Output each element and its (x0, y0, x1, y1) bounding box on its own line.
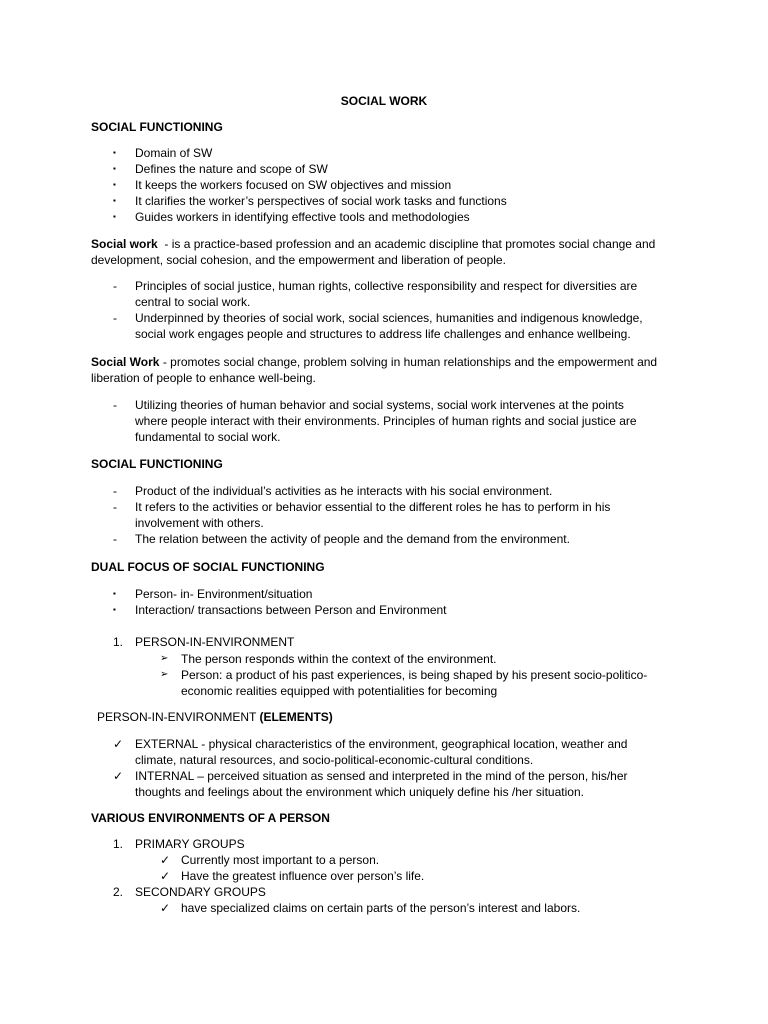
list-number: 1. (113, 635, 124, 649)
definition-term: Social work (91, 237, 158, 251)
checkmark-icon: ✓ (160, 869, 171, 883)
dash-bullet-icon: - (113, 279, 117, 293)
sf1-bullet-list (0, 145, 507, 225)
groups-list (0, 836, 580, 916)
list-item: ▪ It clarifies the worker’s perspectives of social work tasks and functions (113, 194, 507, 208)
checkmark-icon: ✓ (160, 901, 171, 915)
dual-bullet-list (0, 586, 447, 618)
list-item: 1. PRIMARY GROUPS (113, 837, 245, 851)
list-number: 2. (113, 885, 124, 899)
heading-social-functioning: SOCIAL FUNCTIONING (91, 457, 223, 471)
list-item: ▪ Domain of SW (113, 146, 213, 160)
list-item: 2. SECONDARY GROUPS (113, 885, 266, 899)
sf2-dash-list (0, 483, 610, 547)
dash-bullet-icon: - (113, 500, 117, 514)
heading-dual-focus: DUAL FOCUS OF SOCIAL FUNCTIONING (91, 560, 325, 574)
list-number: 1. (113, 837, 124, 851)
definition-paragraph: Social Work - promotes social change, problem solving in human relationships and the empowerment and liberation of people to enhance well-being. (91, 355, 658, 385)
pie-numbered-item: 1. PERSON-IN-ENVIRONMENT (113, 635, 295, 649)
list-item: - The relation between the activity of people and the demand from the environment. (113, 532, 570, 546)
def1-dash-list (0, 278, 643, 342)
list-item: - Product of the individual’s activities as he interacts with his social environment. (113, 484, 553, 498)
heading-pie-elements: PERSON-IN-ENVIRONMENT (ELEMENTS) (97, 710, 333, 724)
list-item: ▪ Interaction/ transactions between Person and Environment (113, 603, 447, 617)
list-item: - Utilizing theories of human behavior and social systems, social work intervenes at the points where people interact with their environments. Principles of human rights and social justice are fundamental to social work. (113, 398, 637, 444)
square-bullet-icon: ▪ (113, 212, 116, 221)
definition-term: Social Work (91, 355, 160, 369)
dash-bullet-icon: - (113, 311, 117, 325)
checkmark-icon: ✓ (113, 737, 124, 751)
list-item: ✓ EXTERNAL - physical characteristics of the environment, geographical location, weather and climate, natural resources, and socio-political-economic-cultural conditions. (113, 737, 628, 767)
pie-chevron-list (0, 651, 647, 699)
heading-various-environments: VARIOUS ENVIRONMENTS OF A PERSON (91, 811, 330, 825)
checkmark-icon: ✓ (113, 769, 124, 783)
list-item: ✓ Have the greatest influence over person’s life. (160, 869, 425, 883)
elements-check-list (0, 736, 628, 800)
dash-bullet-icon: - (113, 398, 117, 412)
list-item: ✓ INTERNAL – perceived situation as sensed and interpreted in the mind of the person, his/her thoughts and feelings about the environment which uniquely define his /her situation. (113, 769, 628, 799)
list-item: - Underpinned by theories of social work, social sciences, humanities and indigenous knowledge, social work engages people and structures to address life challenges and enhance wellbeing. (113, 311, 643, 341)
list-item: ➢ Person: a product of his past experiences, is being shaped by his present socio-politico- economic realities equipped with potentialities for becoming (160, 668, 648, 698)
page-title: SOCIAL WORK (340, 94, 428, 108)
dash-bullet-icon: - (113, 532, 117, 546)
square-bullet-icon: ▪ (113, 196, 116, 205)
dash-bullet-icon: - (113, 484, 117, 498)
square-bullet-icon: ▪ (113, 164, 116, 173)
def2-dash-list (0, 397, 637, 445)
list-item: ▪ Guides workers in identifying effective tools and methodologies (113, 210, 470, 224)
list-item: ✓ have specialized claims on certain parts of the person’s interest and labors. (160, 901, 581, 915)
square-bullet-icon: ▪ (113, 148, 116, 157)
chevron-bullet-icon: ➢ (160, 669, 169, 680)
list-item: - It refers to the activities or behavior essential to the different roles he has to perform in his involvement with others. (113, 500, 611, 530)
definition-paragraph: Social work - is a practice-based profession and an academic discipline that promotes social change and development, social cohesion, and the empowerment and liberation of people. (91, 237, 656, 267)
list-item: ▪ Person- in- Environment/situation (113, 587, 313, 601)
list-item: - Principles of social justice, human rights, collective responsibility and respect for diversities are central to social work. (113, 279, 638, 309)
checkmark-icon: ✓ (160, 853, 171, 867)
square-bullet-icon: ▪ (113, 605, 116, 614)
chevron-bullet-icon: ➢ (160, 653, 169, 664)
list-item: ✓ Currently most important to a person. (160, 853, 380, 867)
heading-social-functioning: SOCIAL FUNCTIONING (91, 120, 223, 134)
list-item: ➢ The person responds within the context of the environment. (160, 652, 497, 666)
list-item: ▪ Defines the nature and scope of SW (113, 162, 328, 176)
list-item: ▪ It keeps the workers focused on SW objectives and mission (113, 178, 452, 192)
square-bullet-icon: ▪ (113, 180, 116, 189)
square-bullet-icon: ▪ (113, 589, 116, 598)
